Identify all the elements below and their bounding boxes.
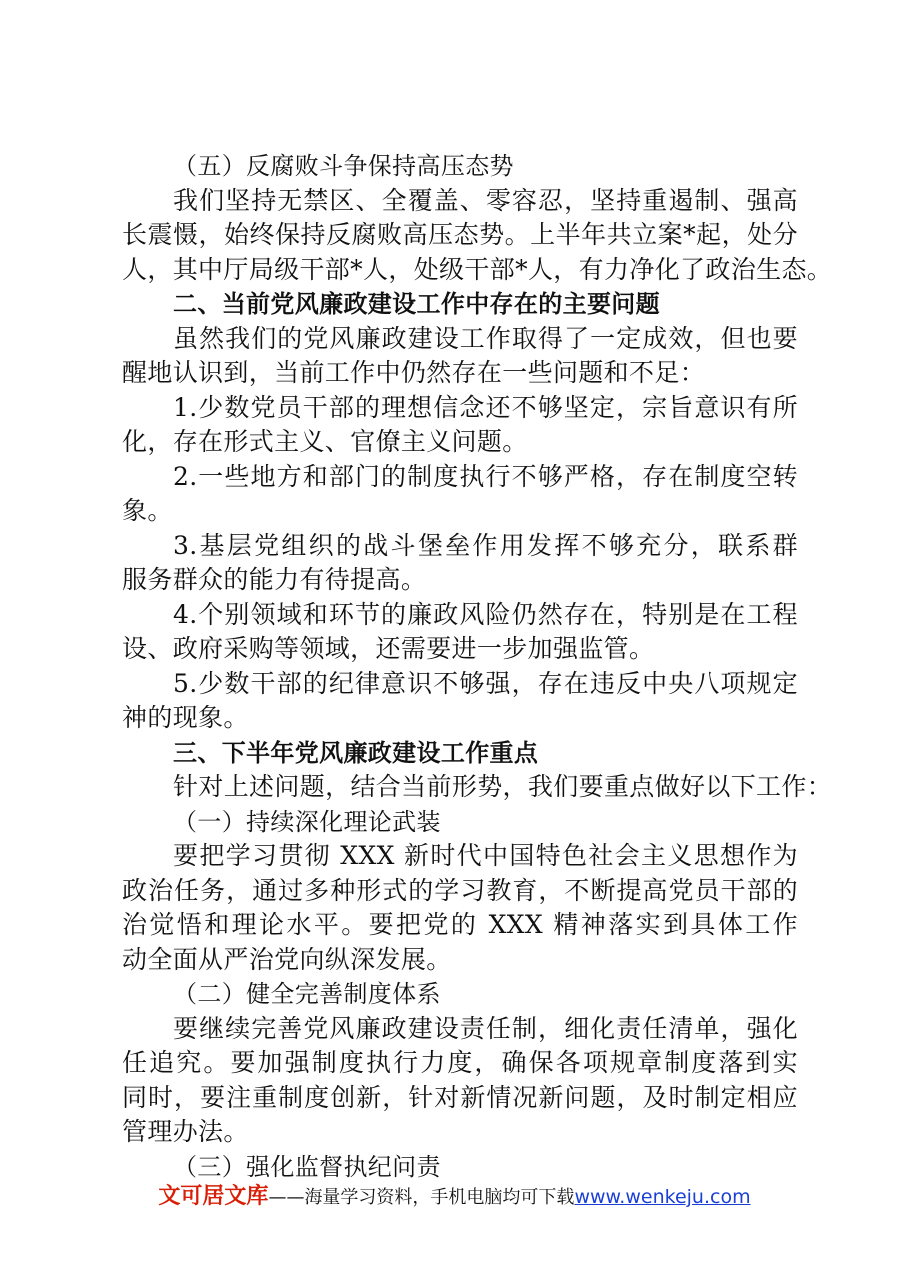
- footer-brand: 文可居文库: [158, 1184, 269, 1209]
- text-line: 象。: [122, 496, 173, 525]
- text-line: 虽然我们的党风廉政建设工作取得了一定成效，但也要: [173, 323, 798, 353]
- text-line: 二、当前党风廉政建设工作中存在的主要问题: [173, 290, 660, 318]
- text-line: 1.少数党员干部的理想信念还不够坚定，宗旨意识有所: [173, 392, 798, 422]
- paragraph: [122, 1012, 798, 1150]
- text-line: 服务群众的能力有待提高。: [122, 565, 427, 594]
- paragraph: [122, 391, 798, 460]
- text-line: 三、下半年党风廉政建设工作重点: [173, 738, 539, 767]
- text-line: 我们坚持无禁区、全覆盖、零容忍，坚持重遏制、强高: [173, 185, 798, 215]
- section-heading: [122, 736, 798, 771]
- text-line: 针对上述问题，结合当前形势，我们要重点做好以下工作：: [173, 772, 833, 801]
- text-line: 人，其中厅局级干部*人，处级干部*人，有力净化了政治生态。: [122, 254, 833, 284]
- text-line: 同时，要注重制度创新，针对新情况新问题，及时制定相应: [122, 1082, 798, 1112]
- footer-link[interactable]: www.wenkeju.com: [574, 1186, 751, 1208]
- subsection-heading: [122, 149, 798, 184]
- text-line: 醒地认识到，当前工作中仍然存在一些问题和不足：: [122, 358, 706, 387]
- paragraph: [122, 184, 833, 288]
- text-line: 政治任务，通过多种形式的学习教育，不断提高党员干部的: [122, 875, 798, 905]
- paragraph: [122, 322, 798, 391]
- subsection-heading: [122, 977, 798, 1012]
- text-line: 4.个别领域和环节的廉政风险仍然存在，特别是在工程: [173, 599, 798, 629]
- text-line: 2.一些地方和部门的制度执行不够严格，存在制度空转: [173, 461, 798, 491]
- text-line: 要继续完善党风廉政建设责任制，细化责任清单，强化: [173, 1013, 798, 1043]
- text-line: 3.基层党组织的战斗堡垒作用发挥不够充分，联系群: [173, 530, 798, 560]
- text-line: 5.少数干部的纪律意识不够强，存在违反中央八项规定: [173, 668, 798, 698]
- text-line: 治觉悟和理论水平。要把党的 XXX 精神落实到具体工作: [122, 910, 798, 939]
- subsection-heading: [122, 1150, 798, 1185]
- text-line: 长震慑，始终保持反腐败高压态势。上半年共立案*起，处分: [122, 220, 798, 249]
- paragraph: [122, 770, 833, 805]
- section-heading: [122, 287, 798, 322]
- paragraph: [122, 667, 798, 736]
- text-line: 化，存在形式主义、官僚主义问题。: [122, 427, 528, 456]
- paragraph: [122, 529, 798, 598]
- text-line: 设、政府采购等领域，还需要进一步加强监管。: [122, 634, 655, 663]
- subsection-heading: [122, 805, 798, 840]
- text-line: （二）健全完善制度体系: [173, 980, 441, 1008]
- text-line: 动全面从严治党向纵深发展。: [122, 944, 452, 974]
- text-line: （五）反腐败斗争保持高压态势: [173, 152, 514, 180]
- text-line: 任追究。要加强制度执行力度，确保各项规章制度落到实: [122, 1048, 798, 1077]
- text-line: 管理办法。: [122, 1117, 249, 1146]
- document-body: [122, 149, 833, 1184]
- text-line: （三）强化监督执纪问责: [173, 1152, 441, 1181]
- paragraph: [122, 839, 798, 977]
- footer-slogan: ——海量学习资料，手机电脑均可下载: [268, 1187, 575, 1208]
- footer-banner: [0, 1183, 909, 1212]
- text-line: （一）持续深化理论武装: [173, 807, 441, 836]
- paragraph: [122, 460, 798, 529]
- text-line: 神的现象。: [122, 703, 249, 732]
- paragraph: [122, 598, 798, 667]
- text-line: 要把学习贯彻 XXX 新时代中国特色社会主义思想作为: [173, 841, 798, 870]
